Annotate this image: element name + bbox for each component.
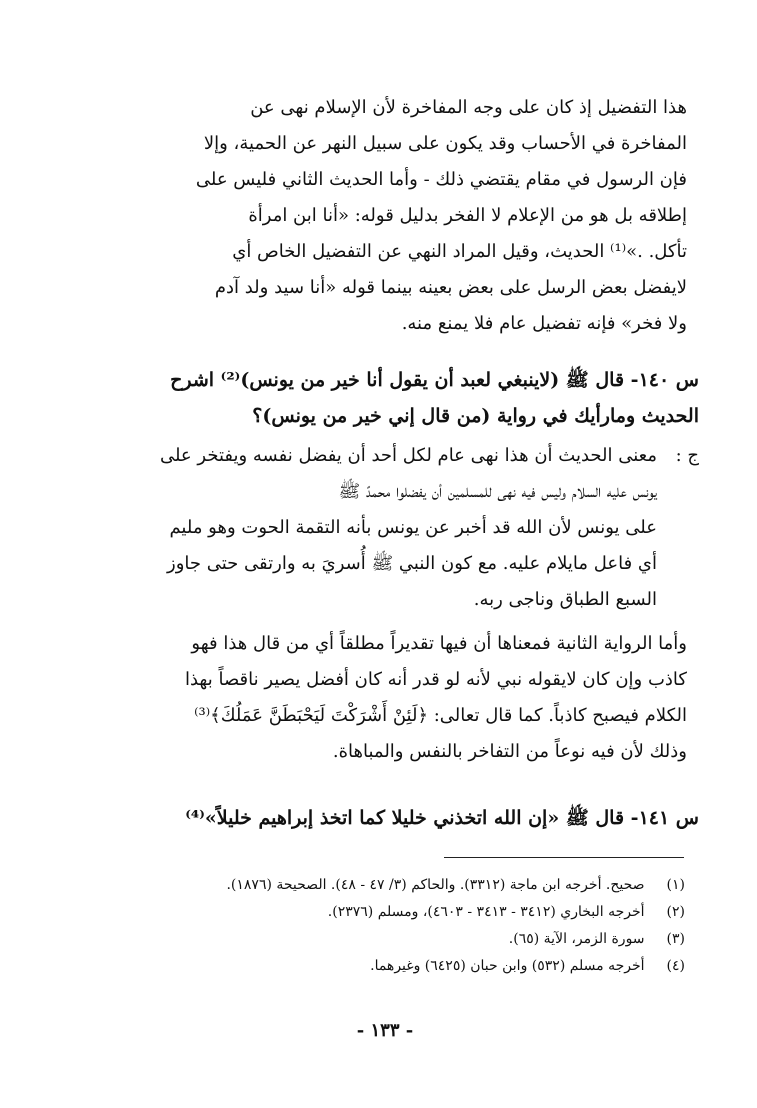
footnote-item [85,899,685,926]
paragraph-second-narration [69,626,687,770]
footnote-number: (٢) [666,904,685,920]
footnote-number: (١) [666,877,685,893]
answer-label: ج : [675,445,699,466]
heading-line: س ١٤١- قال ﷺ «إن الله اتخذني خليلا كما اتخذ إبراهيم خليلاً»⁽⁴⁾ [185,807,699,829]
text-line: فإن الرسول في مقام يقتضي ذلك - وأما الحديث الثاني فليس على [195,169,687,190]
heading-line: س ١٤٠- قال ﷺ (لاينبغي لعبد أن يقول أنا خير من يونس)⁽²⁾ اشرح [170,369,699,391]
footnotes [85,872,685,980]
text-line: كاذب وإن كان لايقوله نبي لأنه لو قدر أنه كان أفضل يصير ناقصاً بهذا [184,669,687,690]
page-number: - ١٣٣ - [356,1020,414,1041]
footnote-text: أخرجه مسلم (٥٣٢) وابن حبان (٦٤٢٥) وغيرهما. [370,958,645,974]
footnote-number: (٤) [666,958,685,974]
footnote-text: سورة الزمر، الآية (٦٥). [508,931,645,947]
footnote-divider [444,857,684,858]
text-line: السبع الطباق وناجى ربه. [473,589,657,610]
text-line: أي فاعل مايلام عليه. مع كون النبي ﷺ أُسريَ به وارتقى حتى جاوز [167,553,657,574]
footnote-item [85,953,685,980]
text-line: معنى الحديث أن هذا نهى عام لكل أحد أن يفضل نفسه ويفتخر على [159,445,657,466]
footnote-item [85,926,685,953]
text-line: المفاخرة في الأحساب وقد يكون على سبيل النهر عن الحمية، وإلا [203,133,687,154]
text-line: تأكل. .»⁽¹⁾ الحديث، وقيل المراد النهي عن التفضيل الخاص أي [232,241,687,262]
footnote-number: (٣) [666,931,685,947]
footnote-item [85,872,685,899]
text-line: يونس عليه السلام وليس فيه نهى للمسلمين أن يفضلوا محمدً ﷺ [338,481,657,502]
heading-line: الحديث ومارأيك في رواية (من قال إني خير من يونس)؟ [252,405,699,427]
answer-140 [67,438,657,618]
question-141-heading [59,800,699,836]
footnote-text: أخرجه البخاري (٣٤١٢ - ٣٤١٣ - ٤٦٠٣)، ومسلم (٢٣٧٦). [327,904,645,920]
paragraph-intro [69,90,687,342]
text-line: وأما الرواية الثانية فمعناها أن فيها تقديراً مطلقاً أي من قال هذا فهو [191,633,687,654]
text-line: وذلك لأن فيه نوعاً من التفاخر بالنفس والمباهاة. [332,741,687,762]
text-line: هذا التفضيل إذ كان على وجه المفاخرة لأن الإسلام نهى عن [250,97,687,118]
text-line: الكلام فيصبح كاذباً. كما قال تعالى: ﴿لَئِنْ أَشْرَكْتَ لَيَحْبَطَنَّ عَمَلُكَ﴾⁽³⁾ [194,705,687,726]
text-line: على يونس لأن الله قد أخبر عن يونس بأنه التقمة الحوت وهو مليم [169,517,657,538]
text-line: إطلاقه بل هو من الإعلام لا الفخر بدليل قوله: «أنا ابن امرأة [248,205,687,226]
question-140-heading [59,362,699,434]
text-line: لايفضل بعض الرسل على بعض بعينه بينما قوله «أنا سيد ولد آدم [214,277,687,298]
footnote-text: صحيح. أخرجه ابن ماجة (٣٣١٢). والحاكم (٣/ ٤٧ - ٤٨). الصحيحة (١٨٧٦). [226,877,645,893]
text-line: ولا فخر» فإنه تفضيل عام فلا يمنع منه. [401,313,687,334]
